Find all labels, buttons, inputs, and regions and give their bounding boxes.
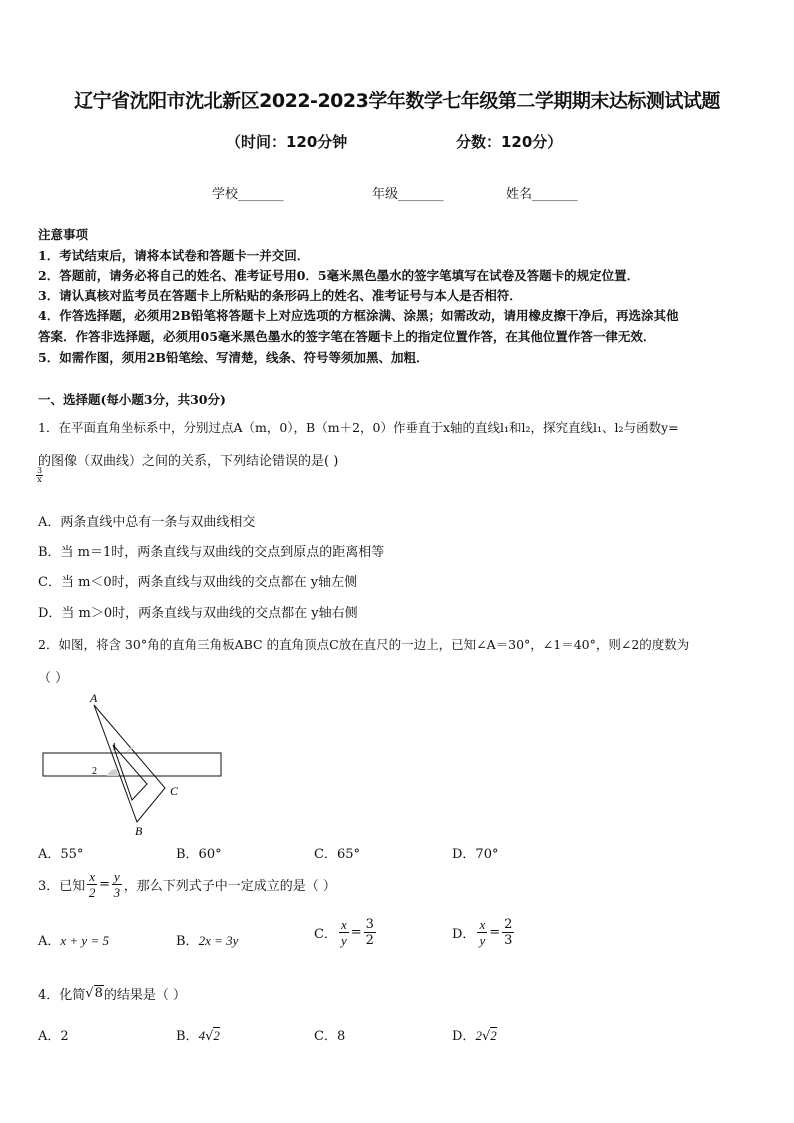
q3-option-a <box>38 930 109 949</box>
frac-den: 2 <box>365 933 374 948</box>
fraction <box>339 918 349 947</box>
q2-option-c: C．65° <box>314 847 360 862</box>
frac-den: 2 <box>88 885 96 900</box>
option-label: A． <box>38 934 61 949</box>
angle-1-label: 1 <box>112 742 117 753</box>
q2-option-b: B．60° <box>176 847 222 862</box>
fraction <box>364 918 376 947</box>
sqrt-symbol: √8 <box>85 986 103 1001</box>
frac-den: 3 <box>113 885 121 900</box>
q4-option-c: C．8 <box>314 1029 346 1044</box>
coefficient: 2 <box>475 1028 482 1043</box>
q1-stem-line2: 的图像（双曲线）之间的关系，下列结论错误的是( ) <box>38 454 339 469</box>
q1-frac-den: x <box>37 475 42 484</box>
frac-den: y <box>479 933 486 948</box>
option-expr: x + y = 5 <box>60 933 109 948</box>
sqrt-symbol: √ <box>205 1029 214 1044</box>
q1-option-c: C．当 m＜0时，两条直线与双曲线的交点都在 y轴左侧 <box>38 575 358 590</box>
q4-option-b <box>176 1025 220 1044</box>
q1-option-a: A．两条直线中总有一条与双曲线相交 <box>38 515 256 530</box>
frac-num: x <box>479 917 486 932</box>
option-label: D． <box>452 927 476 942</box>
q2-stem-line1: 2．如图，将含 30°角的直角三角板ABC 的直角顶点C放在直尺的一边上，已知∠A＝30°，∠1＝40°，则∠2的度数为 <box>38 637 690 652</box>
option-label: B． <box>176 934 199 949</box>
frac-num: x <box>89 869 96 884</box>
q4-option-d <box>452 1025 497 1044</box>
vertex-a-label: A <box>90 691 98 705</box>
q2-option-a: A．55° <box>38 847 84 862</box>
q1-option-b: B．当 m＝1时，两条直线与双曲线的交点到原点的距离相等 <box>38 545 385 560</box>
note-item: 3．请认真核对监考员在答题卡上所粘贴的条形码上的姓名、准考证号与本人是否相符． <box>38 288 522 303</box>
radicand: 2 <box>213 1028 220 1043</box>
q2-option-d: D．70° <box>452 847 499 862</box>
section-heading: 一、选择题(每小题3分，共30分) <box>38 392 226 407</box>
q4-suffix: 的结果是（ ） <box>103 988 186 1003</box>
exam-time: （时间：120分钟 <box>226 133 348 151</box>
option-expr: 2x = 3y <box>198 933 239 948</box>
q2-figure <box>30 690 240 840</box>
q3-stem <box>38 870 336 899</box>
angle-2-label: 2 <box>92 766 97 777</box>
frac-num: y <box>113 869 120 884</box>
fraction <box>502 918 514 947</box>
angle-2-mark <box>107 769 118 776</box>
page-title: 辽宁省沈阳市沈北新区2022-2023学年数学七年级第二学期期末达标测试试题 <box>74 90 720 112</box>
name-field: 姓名_______ <box>506 187 578 202</box>
q3-suffix: ，那么下列式子中一定成立的是（ ） <box>123 879 336 894</box>
exam-score: 分数：120分） <box>456 133 563 151</box>
q2-stem-line2: （ ） <box>38 671 69 686</box>
q3-frac-x-2 <box>87 870 97 899</box>
notes-heading: 注意事项 <box>38 227 89 242</box>
note-item: 答案．作答非选择题，必须用05毫米黑色墨水的签字笔在答题卡上的指定位置作答，在其他位置作答一律无效． <box>38 329 656 344</box>
grade-field: 年级_______ <box>372 187 444 202</box>
radicand: 8 <box>94 986 103 1001</box>
note-item: 1．考试结束后，请将本试卷和答题卡一并交回． <box>38 248 310 263</box>
radicand: 2 <box>490 1028 497 1043</box>
school-field: 学校_______ <box>212 187 284 202</box>
q3-option-c: C． $\frac{x}{y}$ = $\frac{3}{2}$ <box>314 917 374 948</box>
q4-stem <box>38 984 186 1003</box>
q4-prefix: 4．化简 <box>38 988 86 1003</box>
option-label: B． <box>176 1029 199 1044</box>
option-label: D． <box>452 1029 476 1044</box>
frac-num: 2 <box>504 917 513 932</box>
coefficient: 4 <box>198 1028 206 1043</box>
note-item: 4．作答选择题，必须用2B铅笔将答题卡上对应选项的方框涂满、涂黑；如需改动，请用橡皮擦干净后，再选涂其他 <box>38 308 679 323</box>
fraction <box>477 918 487 947</box>
option-label: C． <box>314 927 337 942</box>
vertex-b-label: B <box>135 824 143 838</box>
q4-option-a: A．2 <box>38 1029 69 1044</box>
q3-frac-y-3 <box>112 870 122 899</box>
q3-equals: = <box>99 877 110 892</box>
q1-stem-line1: 1．在平面直角坐标系中，分别过点A（m，0），B（m＋2，0）作垂直于x轴的直线l₁和l₂，探究直线l₁、l₂与函数y= <box>38 420 679 435</box>
frac-num: x <box>340 917 347 932</box>
frac-den: y <box>340 933 347 948</box>
note-item: 5．如需作图，须用2B铅笔绘、写清楚，线条、符号等须加黑、加粗． <box>38 350 429 365</box>
frac-den: 3 <box>504 933 513 948</box>
q3-option-b <box>176 930 238 949</box>
q1-frac-num: 3 <box>37 466 43 475</box>
note-item: 2．答题前，请务必将自己的姓名、准考证号用0．5毫米黑色墨水的签字笔填写在试卷及答题卡的规定位置． <box>38 268 640 283</box>
frac-num: 3 <box>365 917 374 932</box>
vertex-c-label: C <box>170 784 179 798</box>
q3-option-d: D． $\frac{x}{y}$ = $\frac{2}{3}$ <box>452 917 513 948</box>
sqrt-symbol: √ <box>481 1029 491 1044</box>
q1-option-d: D．当 m＞0时，两条直线与双曲线的交点都在 y轴右侧 <box>38 606 358 621</box>
q3-prefix: 3．已知 <box>38 879 86 894</box>
ruler <box>43 753 221 776</box>
